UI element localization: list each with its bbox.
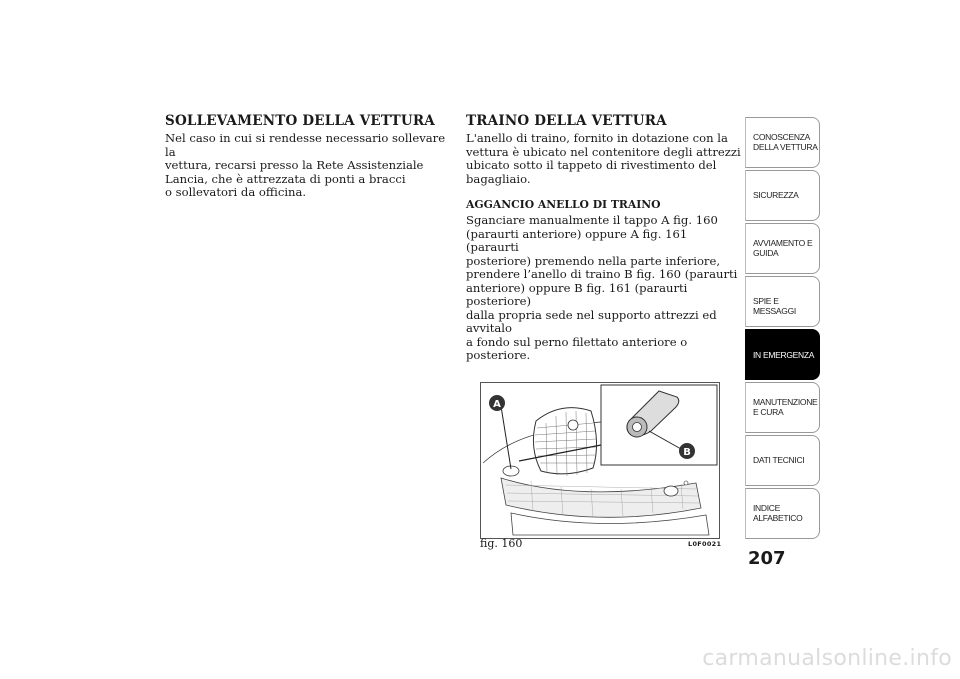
- tab-label: INDICE ALFABETICO: [753, 503, 803, 523]
- tab-sicurezza[interactable]: [745, 170, 820, 221]
- text-line: vettura è ubicato nel contenitore degli attrezzi: [466, 144, 741, 159]
- text-line: ubicato sotto il tappeto di rivestimento del: [466, 158, 717, 172]
- tab-indice-alfabetico[interactable]: [745, 488, 820, 539]
- callout-b-label: B: [683, 447, 691, 458]
- text-line: dalla propria sede nel supporto attrezzi ed avvitalo: [466, 307, 717, 335]
- tab-label: SICUREZZA: [753, 190, 799, 200]
- lifting-paragraph: [165, 132, 450, 200]
- chapter-tabs: [745, 117, 820, 541]
- text-line: L'anello di traino, fornito in dotazione con la: [466, 131, 728, 145]
- towing-heading: TRAINO DELLA VETTURA: [466, 113, 667, 129]
- text-line: o sollevatori da officina.: [165, 185, 307, 199]
- page-number: 207: [748, 548, 786, 569]
- figure-front-bumper-tow-ring: [480, 382, 720, 539]
- tab-label: AVVIAMENTO E GUIDA: [753, 238, 813, 258]
- towing-section: [466, 113, 741, 363]
- watermark: carmanualsonline.info: [702, 646, 952, 671]
- tab-label: MANUTENZIONE E CURA: [753, 397, 818, 417]
- tab-in-emergenza[interactable]: [745, 329, 820, 380]
- lifting-section: [165, 113, 450, 200]
- tab-label: IN EMERGENZA: [753, 350, 815, 360]
- tab-dati-tecnici[interactable]: [745, 435, 820, 486]
- lifting-heading: SOLLEVAMENTO DELLA VETTURA: [165, 113, 435, 129]
- towing-ring-subheading: AGGANCIO ANELLO DI TRAINO: [466, 198, 661, 211]
- figure-code: L0F0021: [688, 540, 722, 548]
- text-line: vettura, recarsi presso la Rete Assistenziale: [165, 158, 424, 172]
- text-line: prendere l’anello di traino B fig. 160 (paraurti: [466, 267, 738, 281]
- text-line: anteriore) oppure B fig. 161 (paraurti posteriore): [466, 280, 688, 308]
- tab-label: CONOSCENZA DELLA VETTURA: [753, 132, 818, 152]
- towing-paragraph: [466, 132, 741, 186]
- text-line: posteriore) premendo nella parte inferiore,: [466, 253, 721, 268]
- tab-avviamento-guida[interactable]: [745, 223, 820, 274]
- text-line: Nel caso in cui si rendesse necessario sollevare la: [165, 131, 446, 159]
- tab-conoscenza-vettura[interactable]: [745, 117, 820, 168]
- tab-label: SPIE E MESSAGGI: [753, 296, 796, 316]
- front-bumper-illustration: [481, 383, 719, 538]
- text-line: (paraurti anteriore) oppure A fig. 161 (paraurti: [466, 226, 688, 254]
- callout-a-label: A: [493, 399, 501, 410]
- text-line: Lancia, che è attrezzata di ponti a bracci: [165, 171, 406, 186]
- text-line: a fondo sul perno filettato anteriore o posteriore.: [466, 334, 688, 362]
- figure-caption: fig. 160: [480, 537, 523, 550]
- tab-spie-messaggi[interactable]: [745, 276, 820, 327]
- text-line: bagagliaio.: [466, 171, 531, 186]
- text-line: Sganciare manualmente il tappo A fig. 160: [466, 213, 718, 227]
- towing-ring-paragraph: [466, 214, 741, 363]
- tab-label: DATI TECNICI: [753, 455, 805, 465]
- tab-manutenzione-cura[interactable]: [745, 382, 820, 433]
